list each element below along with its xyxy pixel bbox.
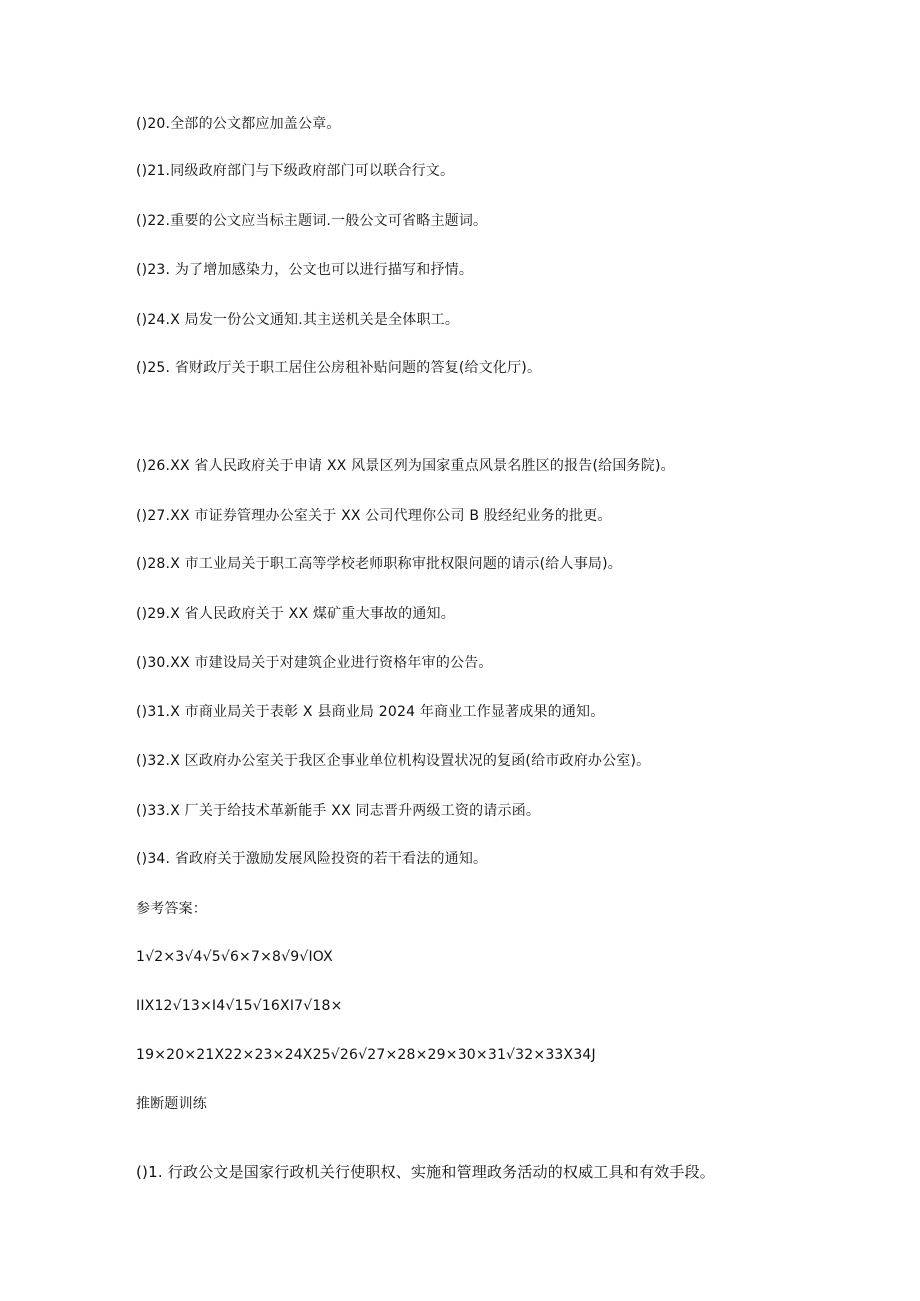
question-32: ()32.X 区政府办公室关于我区企事业单位机构设置状况的复函(给市政府办公室)。 xyxy=(136,753,651,769)
question-28: ()28.X 市工业局关于职工高等学校老师职称审批权限问题的请示(给人事局)。 xyxy=(136,556,622,572)
question-31: ()31.X 市商业局关于表彰 X 县商业局 2024 年商业工作显著成果的通知。 xyxy=(136,704,605,720)
question-33: ()33.X 厂关于给技术革新能手 XX 同志晋升两级工资的请示函。 xyxy=(136,803,541,819)
question-25: ()25. 省财政厅关于职工居住公房租补贴问题的答复(给文化厅)。 xyxy=(136,360,542,376)
question-34: ()34. 省政府关于激励发展风险投资的若干看法的通知。 xyxy=(136,851,488,867)
question-29: ()29.X 省人民政府关于 XX 煤矿重大事故的通知。 xyxy=(136,606,455,622)
answers-line-2: IIX12√13×I4√15√16XI7√18× xyxy=(136,998,343,1014)
section-heading: 推断题训练 xyxy=(136,1096,207,1112)
question-26: ()26.XX 省人民政府关于申请 XX 风景区列为国家重点风景名胜区的报告(给国务院)。 xyxy=(136,458,675,474)
question-20: ()20.全部的公文都应加盖公章。 xyxy=(136,116,341,132)
question-21: ()21.同级政府部门与下级政府部门可以联合行文。 xyxy=(136,163,455,179)
question-27: ()27.XX 市证券管理办公室关于 XX 公司代理你公司 B 股经纪业务的批更。 xyxy=(136,508,612,524)
answers-line-1: 1√2×3√4√5√6×7×8√9√IOX xyxy=(136,949,333,965)
answers-line-3: 19×20×21X22×23×24X25√26√27×28×29×30×31√32×33X34J xyxy=(136,1047,596,1063)
question-24: ()24.X 局发一份公文通知.其主送机关是全体职工。 xyxy=(136,312,460,328)
judgment-question-1: ()1. 行政公文是国家行政机关行使职权、实施和管理政务活动的权威工具和有效手段。 xyxy=(136,1163,715,1181)
question-22: ()22.重要的公文应当标主题词.一般公文可省略主题词。 xyxy=(136,213,488,229)
question-23: ()23. 为了增加感染力，公文也可以进行描写和抒情。 xyxy=(136,262,474,278)
answers-heading: 参考答案： xyxy=(136,901,207,917)
question-30: ()30.XX 市建设局关于对建筑企业进行资格年审的公告。 xyxy=(136,655,493,671)
